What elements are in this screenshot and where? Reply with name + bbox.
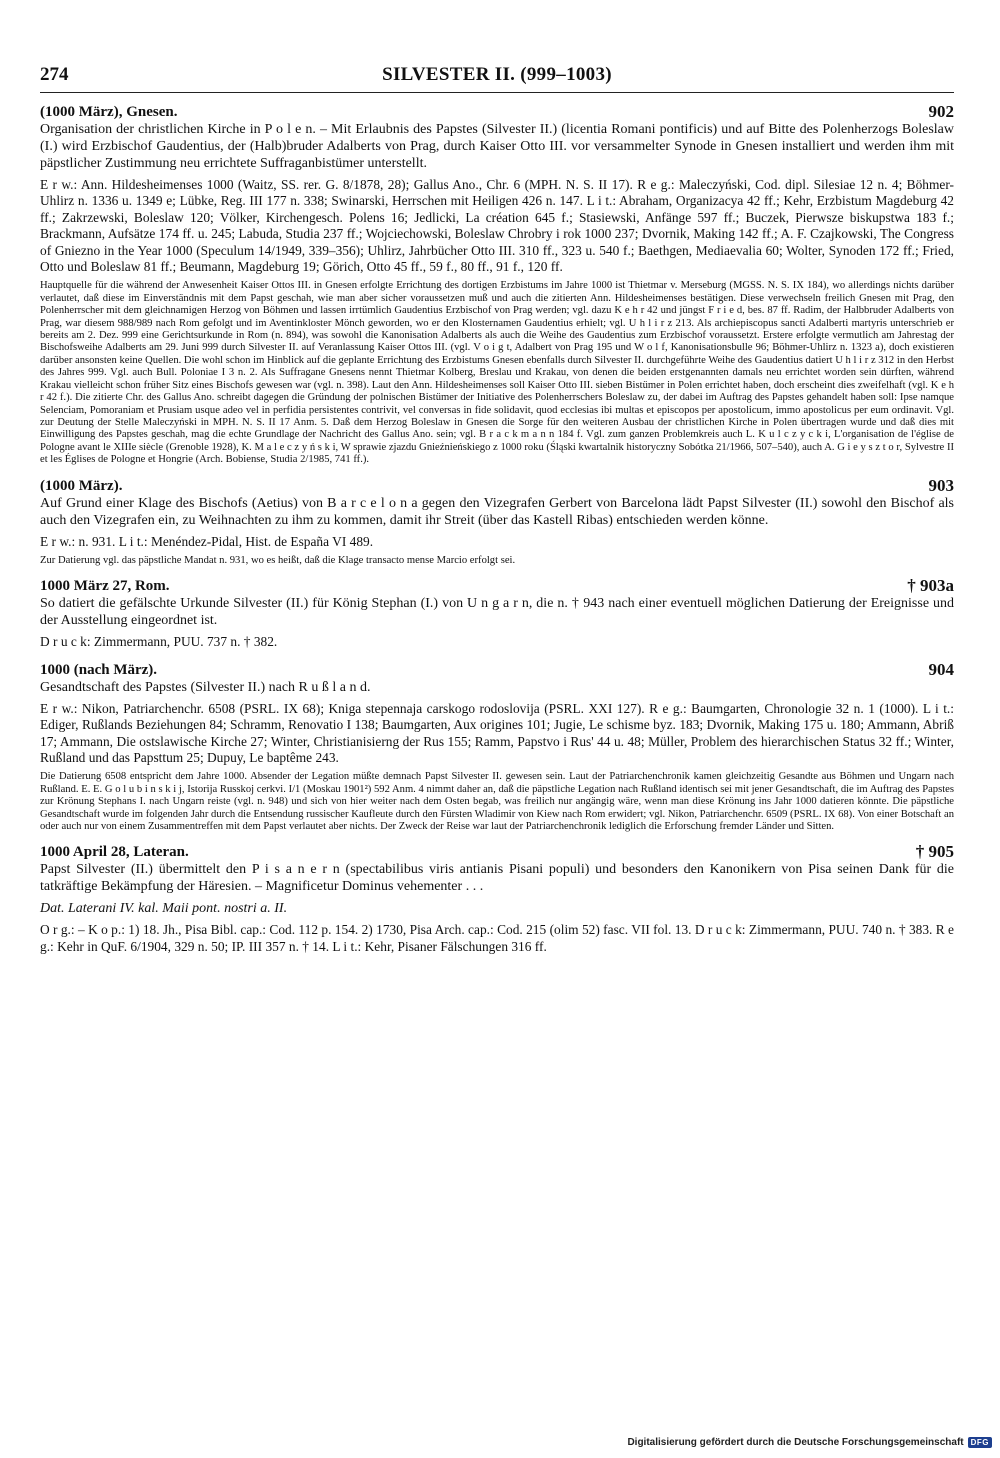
entry-summary: Gesandtschaft des Papstes (Silvester II.) nach R u ß l a n d. [40, 679, 371, 695]
entry-heading [40, 103, 954, 121]
footer-text: Digitalisierung gefördert durch die Deutsche Forschungsgemeinschaft [627, 1437, 964, 1448]
entry-date: (1000 März). [40, 477, 123, 494]
entry-summary: So datiert die gefälschte Urkunde Silvester (II.) für König Stephan (I.) von U n g a r n, die n. † 943 nach einer eventuell möglichen Datierung der Ereignisse und der Ausstellung eingeordnet ist. [40, 596, 954, 629]
dfg-credit-footer [627, 1437, 992, 1448]
regest-entry-905 [40, 843, 954, 955]
entry-date: 1000 April 28, Lateran. [40, 844, 189, 861]
regest-entry-903a [40, 577, 954, 650]
running-title: SILVESTER II. (999–1003) [382, 64, 612, 85]
entry-commentary: Zur Datierung vgl. das päpstliche Mandat n. 931, wo es heißt, daß die Klage transacto mense Marcio erfolgt sei. [40, 554, 516, 566]
entry-summary: Organisation der christlichen Kirche in P o l e n. – Mit Erlaubnis des Papstes (Silvester II.) (licentia Romani pontificis) und auf Bitte des Polenherzogs Boleslaw (I.) wird Erzbischof Gaudentius, der (Halb)bruder Adalberts von Prag, durch Kaiser Otto III. vor versammelter Synode in Gnesen installiert und werden ihm mit päpstlicher Zustimmung neu errichtete Suffraganbistümer unterstellt. [40, 122, 954, 171]
entry-number: † 903a [907, 576, 954, 596]
entry-date: 1000 (nach März). [40, 661, 158, 678]
entry-references: D r u c k: Zimmermann, PUU. 737 n. † 382. [40, 634, 278, 650]
entry-references: O r g.: – K o p.: 1) 18. Jh., Pisa Bibl. cap.: Cod. 112 p. 154. 2) 1730, Pisa Arch. cap.: Cod. 215 (olim 52) fasc. VII fol. 13. D r u c k: Zimmermann, PUU. 740 n. † 383. R e g.: Kehr in QuF. 6/1904, 329 n. 50; IP. III 357 n. † 14. L i t.: Kehr, Pisaner Fälschungen 316 ff. [40, 922, 954, 954]
entry-number: 903 [928, 475, 954, 495]
regest-entry-904 [40, 661, 954, 834]
entry-references: E r w.: Nikon, Patriarchenchr. 6508 (PSRL. IX 68); Kniga stepennaja carskogo rodoslovija (PSRL. XXI 127). R e g.: Baumgarten, Chronologie 32 n. 1 (1000). L i t.: Ediger, Rußlands Beziehungen 84; Schramm, Renovatio I 138; Baumgarten, Aux origines 101; Jugie, Le schisme byz. 183; Dvornik, Making 175 u. 180; Ammann, Abriß 17; Ammann, Die ostslawische Kirche 27; Winter, Christianisierng der Rus 155; Ramm, Papstvo i Rus' 44 u. 48; Müller, Problem des hierarchischen Status 32 ff.; Winter, Rußland und das Papsttum 25; Dupuy, Le baptême 243. [40, 700, 954, 765]
entry-summary: Papst Silvester (II.) übermittelt den P i s a n e r n (spectabilibus viris antianis Pisani populi) und besonders den Kanonikern von Pisa seinen Dank für die tatkräftige Bekämpfung der Häresien. – Magnificetur Dominus vehementer . . . [40, 862, 954, 895]
entry-number: 902 [928, 102, 954, 121]
entry-commentary: Hauptquelle für die während der Anwesenheit Kaiser Ottos III. in Gnesen erfolgte Errichtung des dortigen Erzbistums im Jahre 1000 ist Thietmar v. Merseburg (MGSS. N. S. IX 184), wo allerdings nichts darüber verlautet, daß diese im Einverständnis mit dem Papst geschah, wie man aber sicher voraussetzen muß und auch die zitierten Ann. Hildesheimenses bestätigen. Diese verwechseln freilich Gnesen mit Prag, den Polenherrscher mit dem gleichnamigen Herzog von Böhmen und lassen irrtümlich Gaudentius Erzbischof von Prag werden; vgl. dazu K e h r 42 und jüngst F r i e d, bes. 87 ff. Radim, der Halbbruder Adalberts von Prag, war diesem 988/989 nach Rom gefolgt und im Aventinkloster Mönch geworden, wo er den Klosternamen Gaudentius erhielt; vgl. U h l i r z 213. Als archiepiscopus sancti Adalberti martyris unterschrieb er bereits am 2. Dez. 999 eine Gerichtsurkunde in Rom (n. 894), was sowohl die Kanonisation Adalberts als auch die Weihe des Gaudentius zum Erzbischof voraussetzt. Erstere erfolgte vermutlich am Jahrestag der Bischofsweihe Adalberts am 29. Juni 999 durch Silvester II. auf Veranlassung Kaiser Ottos III. (vgl. V o i g t, Adalbert von Prag 195 und W o l f, Kanonisationsbulle 96; Böhmer-Uhlirz n. 1323 a), doch existieren darüber ansonsten keine Quellen. Die wohl schon im Hinblick auf die geplante Errichtung des Erzbistums Gnesen ebenfalls durch Silvester II. durchgeführte Weihe des Gaudentius datiert U h l i r z 312 in den Herbst des Jahres 999. Vgl. auch Bull. Poloniae I 3 n. 2. Als Suffragane Gnesens nennt Thietmar Kolberg, Breslau und Krakau, von denen die beiden erstgenannten damals neu errichtet worden sein dürften, während Krakau vielleicht schon früher Sitz eines Bischofs gewesen war (vgl. n. 398). Laut den Ann. Hildesheimenses soll Kaiser Otto III. sieben Bistümer in Polen errichtet haben, doch erscheint dies zweifelhaft (vgl. K e h r 42 f.). Die zitierte Chr. des Gallus Ano. schreibt dagegen die Gründung der polnischen Bistümer der Initiative des Polenherrschers Boleslaw zu, der dabei im Auftrag des Papstes gehandelt haben soll: Ipse namque Selenciam, Pomoraniam et Prusiam usque adeo vel in perfidia persistentes contrivit, vel conversas in fide solidavit, quod ecclesias ibi multas et episcopos per apostolicum, immo apostolicus per eum ordinavit. Vgl. zur Deutung der Stelle Maleczyński in MPH. N. S. II 17 Anm. 5. Daß dem Herzog Boleslaw in Gnesen die Sorge für den weiteren Ausbau der christlichen Kirche in Polen übertragen wurde und daß dies mit Einwilligung des Papstes geschah, mag die echte Grundlage der Nachricht des Gallus Ano. sein; vgl. B r a c k m a n n 184 f. Vgl. zum ganzen Problemkreis auch L. K u l c z y c k i, L'organisation de l'église de Pologne avant le XIIIe siècle (Grenoble 1928), K. M a l e c z y ń s k i, W sprawie zjazdu Gnieźnieńskiego z 1000 roku (Śląski kwartalnik historyczny Sobótka 21/1966, 507–540), auch A. G i e y s z t o r, Sylvestre II et les Églises de Pologne et Hongrie (Arch. Bobiense, Studia 2/1985, 741 ff.). [40, 280, 954, 466]
entry-dating-clause: Dat. Laterani IV. kal. Maii pont. nostri a. II. [40, 901, 288, 917]
regest-entry-902 [40, 103, 954, 467]
dfg-logo-icon: DFG [968, 1437, 992, 1448]
entry-date: 1000 März 27, Rom. [40, 578, 170, 595]
entry-heading [40, 477, 954, 495]
entry-heading [40, 577, 954, 595]
page-number: 274 [40, 64, 69, 85]
entry-heading [40, 843, 954, 861]
page-header [40, 64, 954, 93]
entry-number: 904 [928, 659, 954, 679]
entry-commentary: Die Datierung 6508 entspricht dem Jahre 1000. Absender der Legation müßte demnach Papst Silvester II. gewesen sein. Laut der Patriarchenchronik kamen gleichzeitig Gesandte aus Böhmen und Ungarn nach Rußland. E. E. G o l u b i n s k i j, Istorija Russkoj cerkvi. I/1 (Moskau 1901²) 592 Anm. 4 nimmt daher an, daß die päpstliche Legation nach Rußland identisch sei mit jener Gesandtschaft, die im Auftrag des Papstes zur Krönung Stephans I. nach Ungarn reiste (vgl. n. 948) und sich von hier weiter nach dem Osten begab, was freilich nur angängig wäre, wenn man diese Krönung ins Jahr 1000 datieren könnte. Die päpstliche Gesandtschaft wurde im folgenden Jahr durch die Entsendung russischer Kaufleute durch den Fürsten Wladimir von Kiew nach Rom erwidert; vgl. Nikon, Patriarchenchr. 6509 (PSRL. IX 68). Von einer Botschaft an oder auch nur von einem Zusammentreffen mit dem Papst verlautet aber nichts. Der Zweck der Reise war laut der Patriarchenchronik lediglich die Erforschung fremder Länder und Sitten. [40, 771, 954, 832]
entry-references: E r w.: n. 931. L i t.: Menéndez-Pidal, Hist. de España VI 489. [40, 533, 374, 549]
entry-date: (1000 März), Gnesen. [40, 104, 178, 120]
entry-number: † 905 [915, 842, 954, 862]
document-page [40, 64, 954, 955]
regest-entry-903 [40, 477, 954, 568]
entry-summary: Auf Grund einer Klage des Bischofs (Aetius) von B a r c e l o n a gegen den Vizegrafen Gerbert von Barcelona lädt Papst Silvester (II.) sowohl den Bischof als auch den Vizegrafen ein, zu Weihnachten zu ihm zu kommen, damit ihr Streit (über das Kastell Ribas) entschieden werden könne. [40, 495, 954, 528]
entry-heading [40, 661, 954, 679]
entry-references: E r w.: Ann. Hildesheimenses 1000 (Waitz, SS. rer. G. 8/1878, 28); Gallus Ano., Chr. 6 (MPH. N. S. II 17). R e g.: Maleczyński, Cod. dipl. Silesiae 12 n. 4; Böhmer-Uhlirz n. 1336 u. 1349 e; Lübke, Reg. III 177 n. 338; Swinarski, Herrschen mit Heiligen 426 n. 147. L i t.: Abraham, Organizacya 42 ff.; Kehr, Erzbistum Magdeburg 42 ff.; Zakrzewski, Boleslaw 120; Völker, Kirchengesch. Polens 16; Jedlicki, La création 645 f.; Stasiewski, Anfänge 597 ff.; Buczek, Pierwsze biskupstwa 183 f.; Brackmann, Aufsätze 174 ff. u. 245; Labuda, Studia 237 ff.; Wojciechowski, Boleslaw Chrobry i rok 1000 237; Dvornik, Making 142 ff.; A. F. Czajkowski, The Congress of Gniezno in the Year 1000 (Speculum 14/1949, 339–356); Uhlirz, Jahrbücher Otto III. 310 ff., 323 u. 540 f.; Baethgen, Mediaevalia 60; Wolter, Synoden 172 ff.; Fried, Otto und Boleslaw 81 ff.; Beumann, Magdeburg 19; Görich, Otto 45 ff., 59 f., 80 ff., 91 f., 120 ff. [40, 177, 954, 275]
